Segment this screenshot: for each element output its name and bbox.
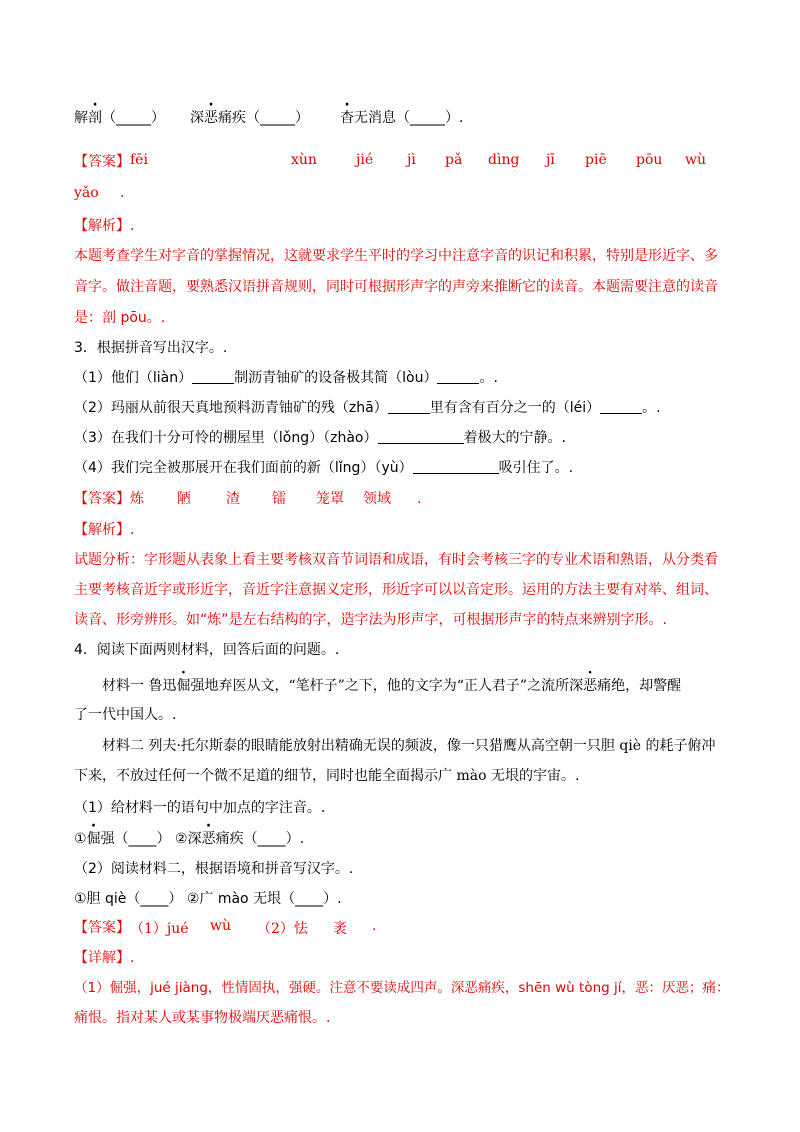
q3-analysis-line: 读音、形旁辨形。如“炼”是左右结构的字，造字法为形声字，可根据形声字的特点来辨别字形。. <box>74 612 667 628</box>
q3-title: 3．根据拼音写出汉字。. <box>74 340 228 356</box>
q4-sub-2-blanks: ①胆 qiè（____） ②广 mào 无垠（____）. <box>74 891 342 907</box>
q3-blank <box>600 399 642 414</box>
q3-answer-word: 镭 <box>272 491 286 507</box>
material-1-dotted-char: 倔 <box>176 678 191 694</box>
q2-answer-word: xùn <box>291 152 317 168</box>
q3-item-4 <box>74 458 573 478</box>
q3-item-3-text: （3）在我们十分可怜的棚屋里（lǒng）（zhào） <box>74 430 378 446</box>
q3-answer-label: 【答案】 <box>74 491 130 507</box>
q3-item-4-text: （4）我们完全被那展开在我们面前的新（lǐng）（yù） <box>74 460 413 476</box>
q3-answer-word: 渣 <box>226 491 240 507</box>
q2-answer-word: dìng <box>488 152 520 168</box>
material-1-text: 强地弃医从文，“笔杆子”之下，他的文字为“正人君子”之流所深 <box>190 678 584 694</box>
q4-sub-2: （2）阅读材料二，根据语境和拼音写汉字。. <box>74 861 354 877</box>
word2-rest: 痛疾（_____） <box>218 110 309 126</box>
q4-sub-1-text: 痛疾（____）. <box>215 831 305 847</box>
q3-blank <box>192 369 234 384</box>
q3-item-1-text: 制沥青铀矿的设备极其简（lòu） <box>234 370 438 386</box>
q2-answer-word: wù <box>685 152 706 168</box>
word3-rest: 无消息（_____）. <box>354 110 464 126</box>
word2-dotted-char: 恶 <box>204 110 218 126</box>
q2-answer-label: 【答案】 <box>74 154 130 170</box>
q3-item-1 <box>74 368 498 388</box>
q2-answer-word: yǎo <box>74 185 99 201</box>
q4-detail-label: 【详解】. <box>74 950 135 966</box>
q3-item-3-text: 着极大的宁静。. <box>463 430 566 446</box>
q2-answer-word: jié <box>356 152 374 168</box>
q3-analysis-line: 主要考核音近字或形近字，音近字注意据义定形，形近字可以以音定形。运用的方法主要有对举、组词、 <box>74 582 718 598</box>
q3-analysis-line: 试题分析：字形题从表象上看主要考核双音节词语和成语，有时会考核三字的专业术语和熟语，从分类看 <box>74 552 718 568</box>
q3-item-1-text: （1）他们（liàn） <box>74 370 193 386</box>
q3-blank <box>388 399 430 414</box>
q3-item-1-end: 。. <box>479 370 498 386</box>
q3-answer-word: 炼 <box>130 491 144 507</box>
word2-prefix: 深 <box>190 110 204 126</box>
q3-answer-word: 领域 <box>363 491 391 507</box>
word1-prefix: 解 <box>74 110 88 126</box>
q4-title: 4．阅读下面两则材料，回答后面的问题。. <box>74 642 340 658</box>
q2-analysis-line: 本题考查学生对字音的掌握情况，这就要求学生平时的学习中注意字音的识记和积累，特别是形近字、多 <box>74 248 718 264</box>
q2-answer-word: fēi <box>130 152 148 168</box>
q3-item-2-text: 里有含有百分之一的（léi） <box>429 400 601 416</box>
q3-item-2-text: （2）玛丽从前很天真地预料沥青铀矿的残（zhā） <box>74 400 388 416</box>
q2-answer-word: jī <box>546 152 555 168</box>
material-2-line-1: 材料二 列夫·托尔斯泰的眼睛能放射出精确无误的频波，像一只猎鹰从高空朝一只胆 qiè 的耗子俯冲 <box>102 738 716 754</box>
q2-answer-word: jì <box>407 152 416 168</box>
q4-answer-word: （1）jué <box>130 921 189 937</box>
q2-answer-word: piē <box>585 152 607 168</box>
word1-dotted-char: 剖 <box>88 110 102 126</box>
q4-answer-word: . <box>372 918 377 934</box>
q3-blank <box>437 369 479 384</box>
q4-sub-1: （1）给材料一的语句中加点的字注音。. <box>74 800 326 816</box>
q3-item-4-text: 吸引住了。. <box>498 460 574 476</box>
top-word-row <box>74 108 165 128</box>
q3-blank <box>413 459 499 474</box>
q3-item-3 <box>74 428 566 448</box>
q4-dotted-char: 恶 <box>201 831 216 847</box>
q4-answer-word: （2）怯 <box>257 921 308 937</box>
q2-analysis-line: 音字。做注音题，要熟悉汉语拼音规则，同时可根据形声字的声旁来推断它的读音。本题需要注意的读音 <box>74 279 718 295</box>
material-1-dotted-char: 恶 <box>583 678 598 694</box>
q4-answer-word: 袤 <box>333 921 347 937</box>
q2-analysis-line: 是：剖 pōu。. <box>74 310 166 326</box>
q2-analysis-label: 【解析】. <box>74 218 135 234</box>
q3-answer-word: . <box>417 491 422 507</box>
q4-detail-line: 痛恨。指对某人或某事物极端厌恶痛恨。. <box>74 1010 331 1026</box>
q2-answer-word: . <box>120 185 125 201</box>
q3-analysis-label: 【解析】. <box>74 522 135 538</box>
q3-item-2-end: 。. <box>642 400 661 416</box>
material-1-line-2: 了一代中国人。. <box>74 707 177 723</box>
q2-answer-word: pǎ <box>445 152 463 168</box>
q4-detail-line: （1）倔强，jué jiàng，性情固执，强硬。注意不要读成四声。深恶痛疾，shēn wù tòng jí，恶：厌恶；痛： <box>74 980 730 996</box>
q2-answer-word: pōu <box>636 152 663 168</box>
material-1-line-1 <box>102 676 681 696</box>
q4-sub-1-text: 强（____） ②深 <box>100 831 202 847</box>
material-1-text: 痛绝，却警醒 <box>597 678 682 694</box>
q4-answer-label: 【答案】 <box>74 920 130 936</box>
q3-answer-word: 笼罩 <box>316 491 344 507</box>
material-2-line-2: 下来，不放过任何一个微不足道的细节，同时也能全面揭示广 mào 无垠的宇宙。. <box>74 768 580 784</box>
q4-dotted-char: 倔 <box>86 831 101 847</box>
q3-answer-word: 陋 <box>177 491 191 507</box>
word3-dotted-char: 杳 <box>340 110 354 126</box>
q4-sub-1-blanks <box>74 829 304 849</box>
word1-blank: （_____） <box>102 110 165 126</box>
top-word-2 <box>190 108 309 128</box>
q4-answer-word: wù <box>210 918 231 934</box>
q4-sub-1-text: ① <box>74 831 87 847</box>
q3-blank <box>378 429 464 444</box>
q3-item-2 <box>74 398 661 418</box>
top-word-3 <box>340 108 463 128</box>
material-1-text: 材料一 鲁迅 <box>102 678 177 694</box>
